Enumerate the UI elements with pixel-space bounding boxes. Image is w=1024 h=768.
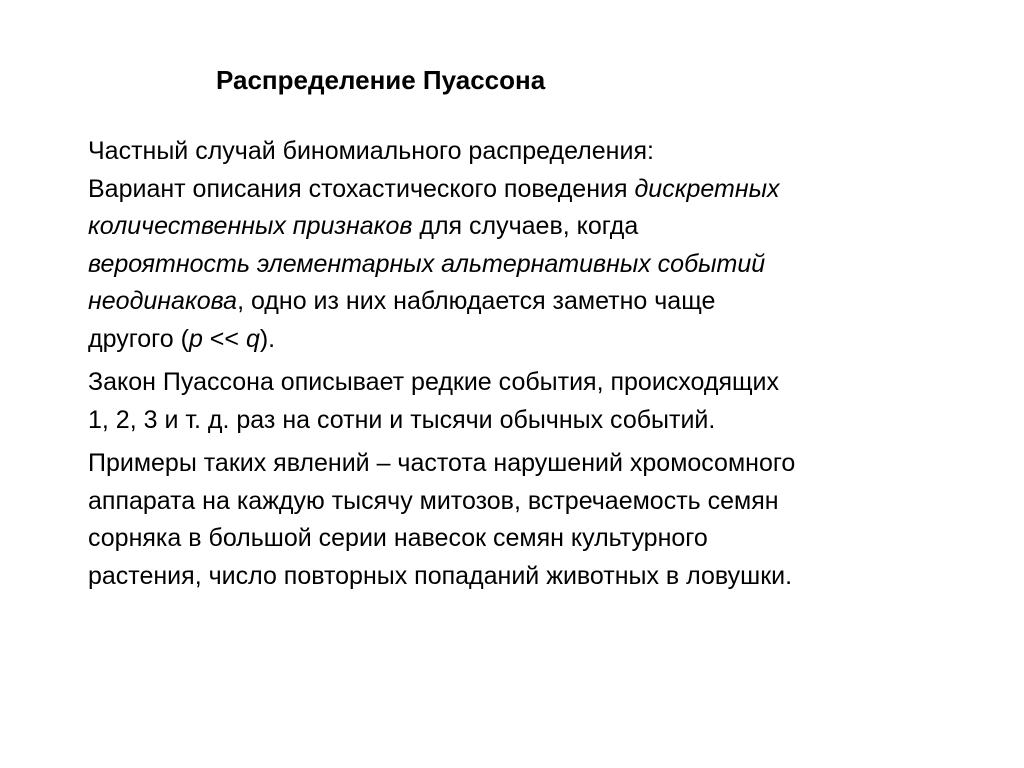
italic-term: дискретных [634,174,780,203]
examples-line-4: растения, число повторных попаданий животных в ловушки. [88,561,793,590]
slide-body [88,133,988,595]
text-segment: ). [259,324,276,353]
italic-term: неодинакова [88,287,238,315]
examples-line-3: сорняка в большой серии навесок семян культурного [88,524,708,552]
law-line-1: Закон Пуассона описывает редкие события, происходящих [88,368,780,396]
definition-line-5 [88,283,988,321]
italic-term: количественных признаков [88,212,413,240]
examples-line-2: аппарата на каждую тысячу митозов, встречаемость семян [88,486,779,515]
variable-q: q [245,324,260,353]
law-line-2: 1, 2, 3 и т. д. раз на сотни и тысячи обычных событий. [88,405,716,434]
examples-line-1: Примеры таких явлений – частота нарушений хромосомного [88,449,796,477]
text-segment: << [202,324,246,353]
paragraph-law [88,364,988,439]
paragraph-definition [88,133,988,358]
text-segment: для случаев, когда [412,212,639,240]
text-segment: Вариант описания стохастического поведения [88,174,635,203]
definition-line-1: Частный случай биномиального распределения: [88,137,654,165]
paragraph-examples [88,445,988,595]
variable-p: p [188,324,203,353]
text-segment: другого ( [88,324,189,353]
slide-title: Распределение Пуассона [216,65,546,95]
definition-line-3 [88,208,988,246]
text-segment: , одно из них наблюдается заметно чаще [237,287,716,315]
definition-line-6 [88,321,988,359]
definition-line-2 [88,171,988,209]
definition-line-4: вероятность элементарных альтернативных событий [88,249,766,278]
